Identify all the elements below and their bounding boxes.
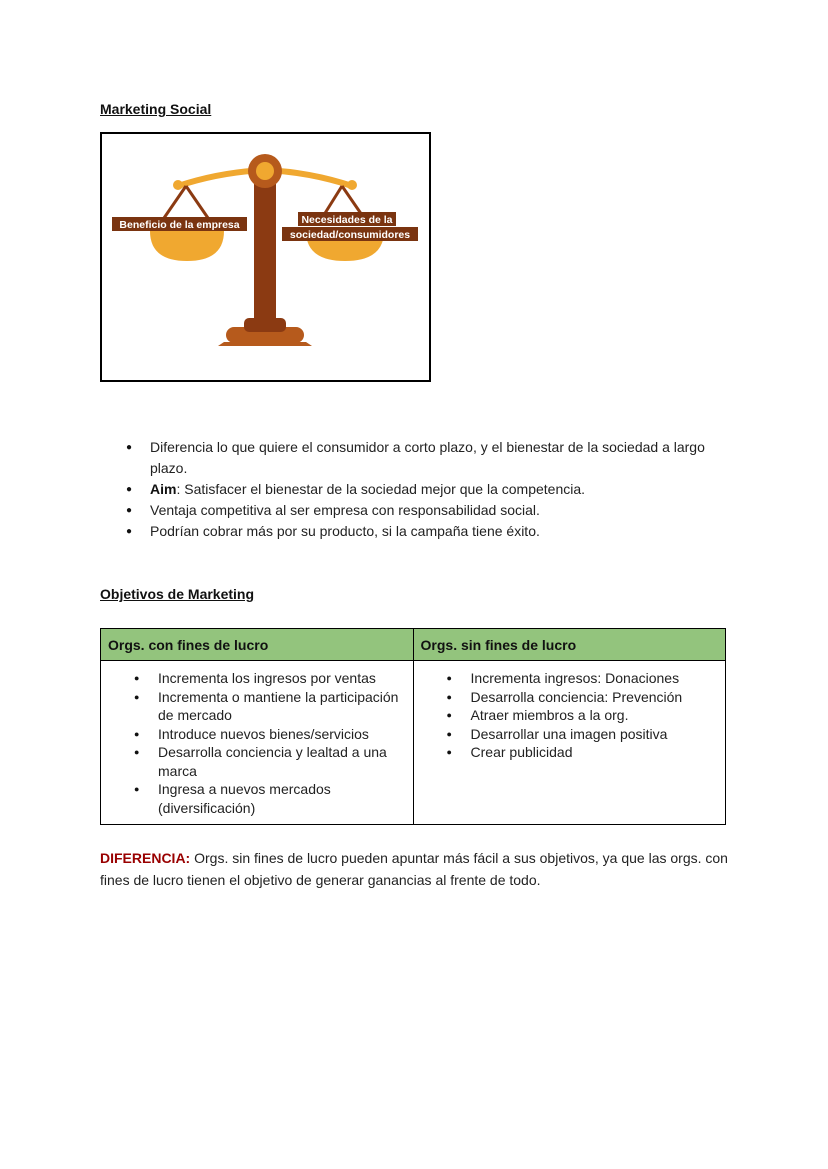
bullet-text: Diferencia lo que quiere el consumidor a corto plazo, y el bienestar de la sociedad a largo plazo. <box>150 439 705 476</box>
list-item: ● Atraer miembros a la org. <box>421 706 718 725</box>
bullet-item <box>126 500 716 521</box>
balance-scale-figure <box>100 132 431 382</box>
right-label-line1: Necesidades de la <box>301 214 393 226</box>
table-header-con-fines: Orgs. con fines de lucro <box>101 629 414 661</box>
bullet-text: Ventaja competitiva al ser empresa con responsabilidad social. <box>150 502 540 518</box>
list-item: ● Ingresa a nuevos mercados (diversificación) <box>108 780 406 817</box>
list-item: ● Desarrollar una imagen positiva <box>421 725 718 744</box>
diferencia-label: DIFERENCIA: <box>100 850 191 866</box>
bullet-text: Podrían cobrar más por su producto, si la campaña tiene éxito. <box>150 523 540 539</box>
list-item: ● Incrementa los ingresos por ventas <box>108 669 406 688</box>
objectives-table <box>100 628 726 825</box>
bullet-item <box>126 437 716 479</box>
table-row <box>101 661 726 825</box>
scale-string <box>164 186 186 218</box>
bullet-item <box>126 479 716 500</box>
table-header-sin-fines: Orgs. sin fines de lucro <box>413 629 725 661</box>
list-item: ● Desarrolla conciencia: Prevención <box>421 688 718 707</box>
bullet-bold: Aim <box>150 481 177 497</box>
scale-pillar <box>254 174 276 324</box>
table-cell-sin-fines <box>413 661 725 825</box>
left-label: Beneficio de la empresa <box>119 219 240 231</box>
list-sin-fines <box>421 669 718 762</box>
bullet-item <box>126 521 716 542</box>
diferencia-text: Orgs. sin fines de lucro pueden apuntar más fácil a sus objetivos, ya que las orgs. con fines de lucro tienen el objetivo de generar ganancias al frente de todo. <box>100 850 728 888</box>
right-label-line2: sociedad/consumidores <box>289 229 411 241</box>
scale-string <box>186 186 208 218</box>
list-item: ● Incrementa ingresos: Donaciones <box>421 669 718 688</box>
scale-end-right <box>347 180 357 190</box>
section-title-marketing-social: Marketing Social <box>100 101 212 117</box>
table-cell-con-fines <box>101 661 414 825</box>
bullet-text: : Satisfacer el bienestar de la sociedad mejor que la competencia. <box>176 481 586 497</box>
scale-end-left <box>173 180 183 190</box>
scale-pivot-inner <box>256 162 274 180</box>
list-item: ● Desarrolla conciencia y lealtad a una marca <box>108 743 406 780</box>
list-con-fines <box>108 669 406 817</box>
social-marketing-bullets <box>126 437 716 542</box>
list-item: ● Incrementa o mantiene la participación de mercado <box>108 688 406 725</box>
section-title-objetivos-marketing: Objetivos de Marketing <box>100 586 255 602</box>
scale-pan-left <box>150 231 224 261</box>
balance-scale-icon <box>102 134 429 380</box>
diferencia-paragraph <box>100 847 740 891</box>
list-item: ● Crear publicidad <box>421 743 718 762</box>
list-item: ● Introduce nuevos bienes/servicios <box>108 725 406 744</box>
